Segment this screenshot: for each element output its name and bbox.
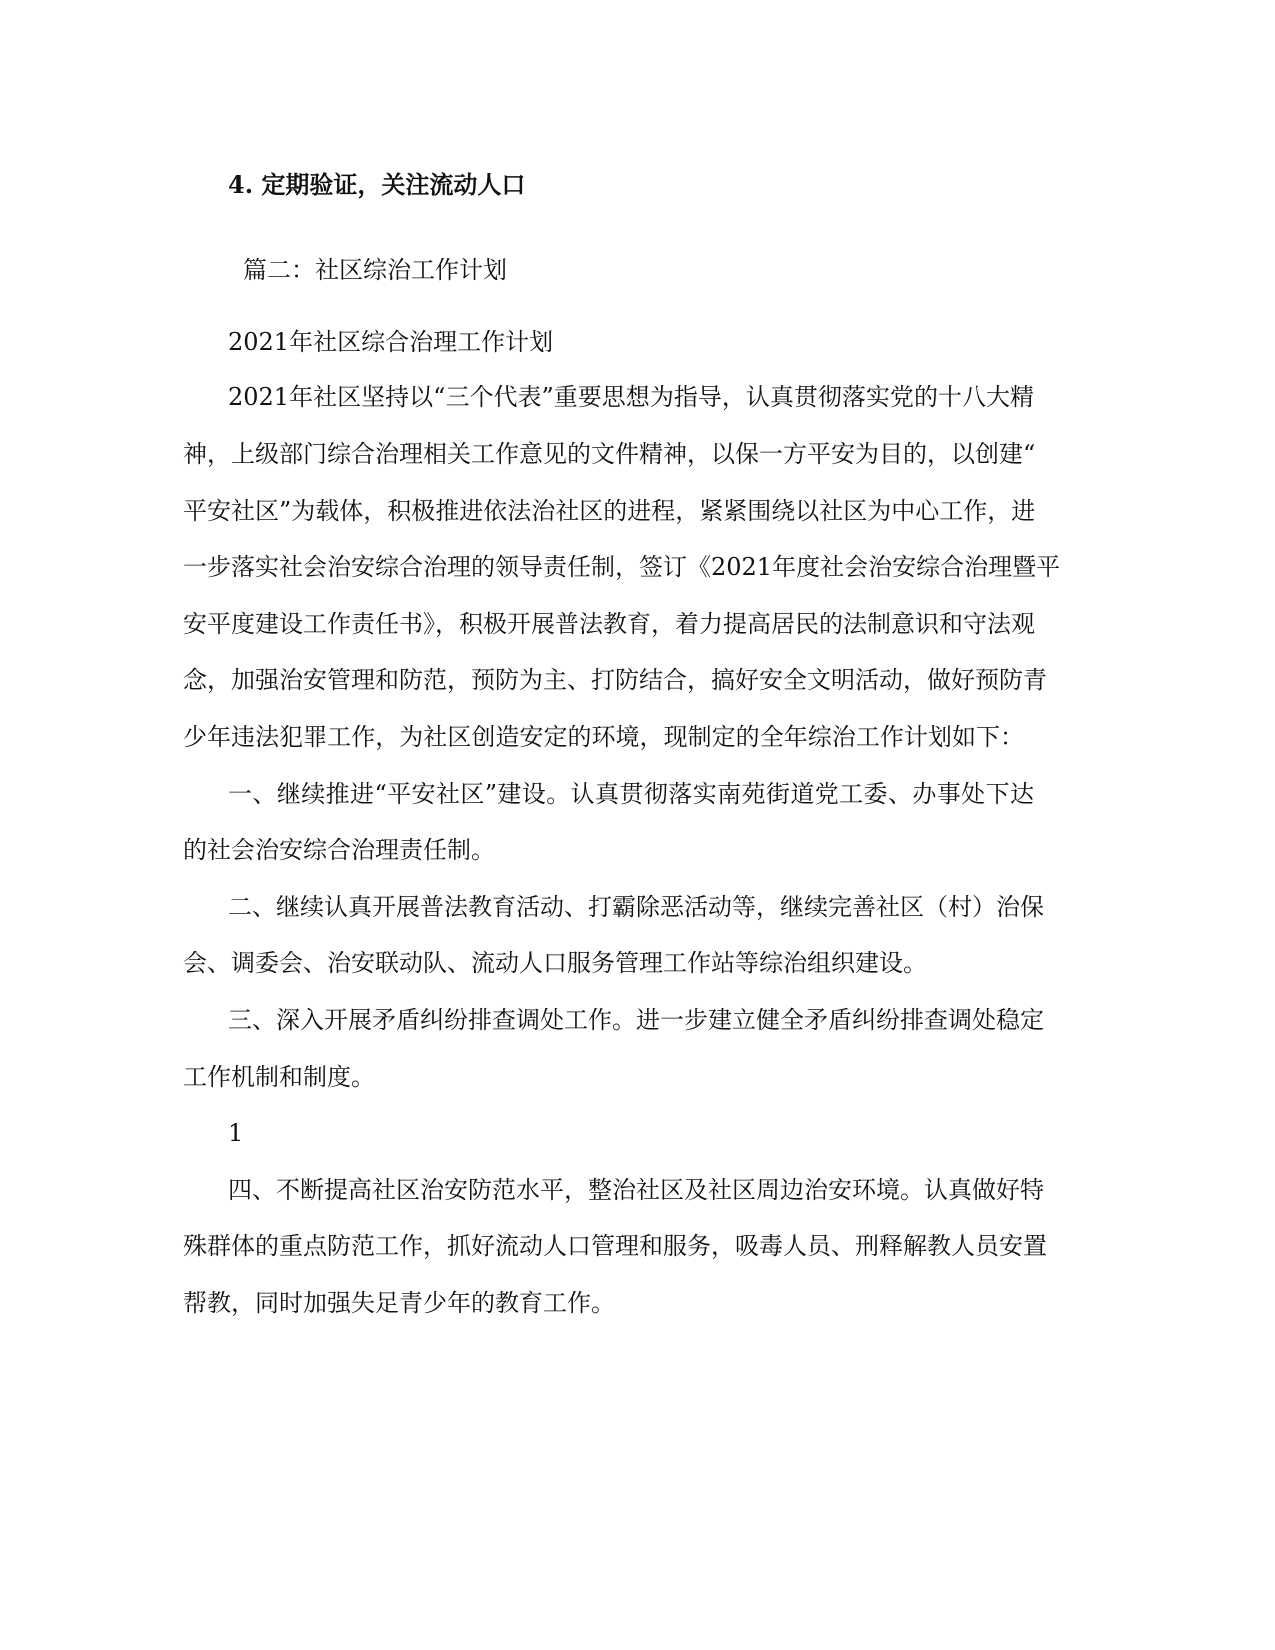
section-heading: 4. 定期验证，关注流动人口: [228, 170, 526, 199]
paragraph-line: 平安社区”为载体，积极推进依法治社区的进程，紧紧围绕以社区为中心工作，进: [183, 497, 1036, 525]
paragraph-line: 二、继续认真开展普法教育活动、打霸除恶活动等，继续完善社区（村）治保: [228, 893, 1044, 921]
paragraph-line: 三、深入开展矛盾纠纷排查调处工作。进一步建立健全矛盾纠纷排查调处稳定: [228, 1006, 1044, 1034]
paragraph-line: 四、不断提高社区治安防范水平，整治社区及社区周边治安环境。认真做好特: [228, 1176, 1044, 1204]
document-title: 2021年社区综合治理工作计划: [228, 328, 554, 356]
paragraph-line: 帮教，同时加强失足青少年的教育工作。: [183, 1289, 615, 1317]
paragraph-line: 2021年社区坚持以“三个代表”重要思想为指导，认真贯彻落实党的十八大精: [228, 383, 1034, 411]
paragraph-line: 殊群体的重点防范工作，抓好流动人口管理和服务，吸毒人员、刑释解教人员安置: [183, 1232, 1047, 1260]
page-number: 1: [228, 1119, 244, 1147]
paragraph-line: 少年违法犯罪工作，为社区创造安定的环境，现制定的全年综治工作计划如下：: [183, 723, 1024, 751]
paragraph-line: 安平度建设工作责任书》，积极开展普法教育，着力提高居民的法制意识和守法观: [183, 610, 1035, 638]
paragraph-line: 工作机制和制度。: [183, 1063, 375, 1091]
paragraph-line: 一、继续推进“平安社区”建设。认真贯彻落实南苑街道党工委、办事处下达: [228, 780, 1034, 808]
paragraph-line: 会、调委会、治安联动队、流动人口服务管理工作站等综治组织建设。: [183, 949, 927, 977]
paragraph-line: 念，加强治安管理和防范，预防为主、打防结合，搞好安全文明活动，做好预防青: [183, 666, 1047, 694]
document-subtitle: 篇二：社区综治工作计划: [243, 256, 507, 284]
paragraph-line: 的社会治安综合治理责任制。: [183, 836, 495, 864]
paragraph-line: 神，上级部门综合治理相关工作意见的文件精神，以保一方平安为目的，以创建“: [183, 440, 1036, 468]
paragraph-line: 一步落实社会治安综合治理的领导责任制，签订《2021年度社会治安综合治理暨平: [183, 553, 1061, 581]
